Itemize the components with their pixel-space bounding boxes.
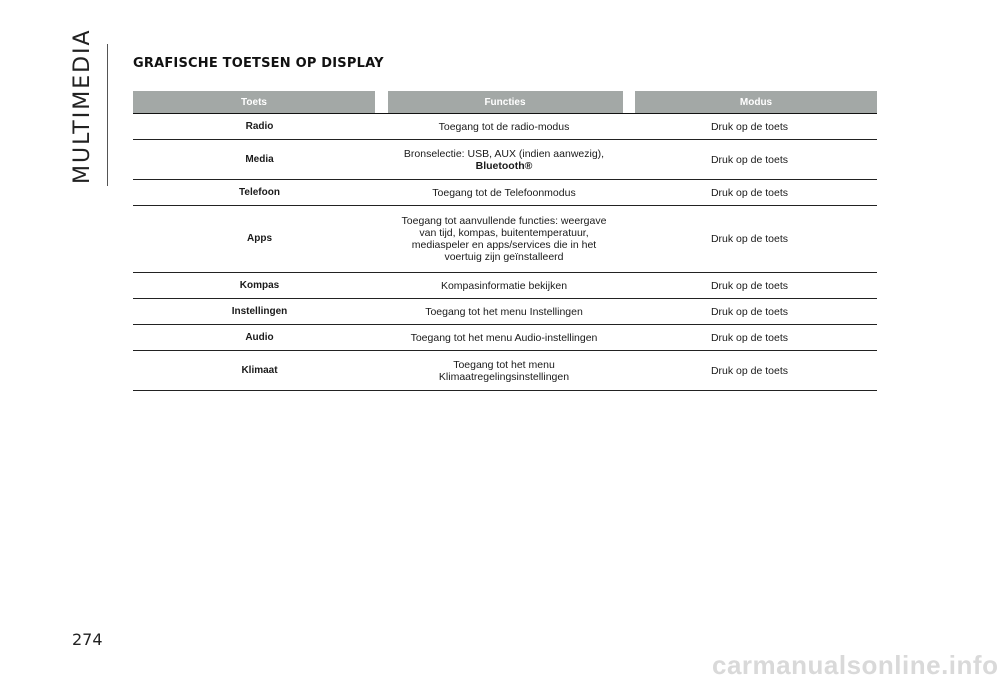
function-line: Kompasinformatie bekijken — [440, 279, 568, 292]
function-line: Klimaatregelingsinstellingen — [438, 370, 570, 383]
row-key: Instellingen — [231, 305, 288, 317]
function-line: Toegang tot de radio-modus — [438, 120, 570, 133]
row-function — [386, 121, 622, 133]
section-divider — [107, 44, 108, 186]
function-line: Toegang tot het menu — [453, 358, 555, 371]
row-function — [386, 215, 622, 263]
table-row — [133, 325, 877, 351]
row-function — [386, 332, 622, 344]
page-number: 274 — [72, 630, 103, 649]
row-key: Audio — [245, 331, 274, 343]
row-mode: Druk op de toets — [710, 233, 789, 245]
section-label: MULTIMEDIA — [70, 28, 95, 184]
row-mode: Druk op de toets — [710, 120, 789, 133]
function-line: Toegang tot het menu Audio-instellingen — [410, 331, 598, 344]
row-mode: Druk op de toets — [710, 153, 789, 166]
table-row — [133, 299, 877, 325]
function-line: mediaspeler en apps/services die in het — [411, 239, 597, 251]
table-row — [133, 206, 877, 273]
row-function — [386, 187, 622, 199]
row-function — [386, 359, 622, 383]
row-key: Klimaat — [241, 364, 278, 376]
watermark: carmanualsonline.info — [712, 650, 998, 680]
table-row — [133, 273, 877, 299]
row-key: Telefoon — [239, 186, 280, 198]
row-mode: Druk op de toets — [710, 331, 789, 344]
table-header — [133, 91, 877, 114]
header-mode: Modus — [635, 91, 877, 113]
table-row — [133, 351, 877, 391]
function-line: van tijd, kompas, buitentemperatuur, — [419, 227, 589, 239]
row-function — [386, 280, 622, 292]
page-title: GRAFISCHE TOETSEN OP DISPLAY — [133, 56, 384, 71]
table-row — [133, 180, 877, 206]
row-mode: Druk op de toets — [710, 364, 789, 377]
header-function: Functies — [388, 91, 623, 113]
table-row — [133, 140, 877, 180]
table-row — [133, 114, 877, 140]
function-line: Bluetooth® — [475, 159, 533, 172]
row-mode: Druk op de toets — [710, 186, 789, 199]
row-mode: Druk op de toets — [710, 279, 789, 292]
header-key: Toets — [133, 91, 375, 113]
row-mode: Druk op de toets — [710, 305, 789, 318]
function-line: Toegang tot aanvullende functies: weergave — [401, 215, 607, 227]
buttons-table — [133, 91, 877, 391]
row-key: Kompas — [239, 279, 280, 291]
row-function — [386, 306, 622, 318]
row-function — [386, 148, 622, 172]
function-line: Toegang tot de Telefoonmodus — [432, 186, 576, 199]
function-line: Toegang tot het menu Instellingen — [425, 305, 583, 318]
function-line: Bronselectie: USB, AUX (indien aanwezig), — [403, 147, 605, 160]
function-line: voertuig zijn geïnstalleerd — [444, 251, 564, 263]
row-key: Apps — [247, 233, 272, 244]
row-key: Media — [245, 153, 274, 165]
row-key: Radio — [245, 120, 274, 132]
